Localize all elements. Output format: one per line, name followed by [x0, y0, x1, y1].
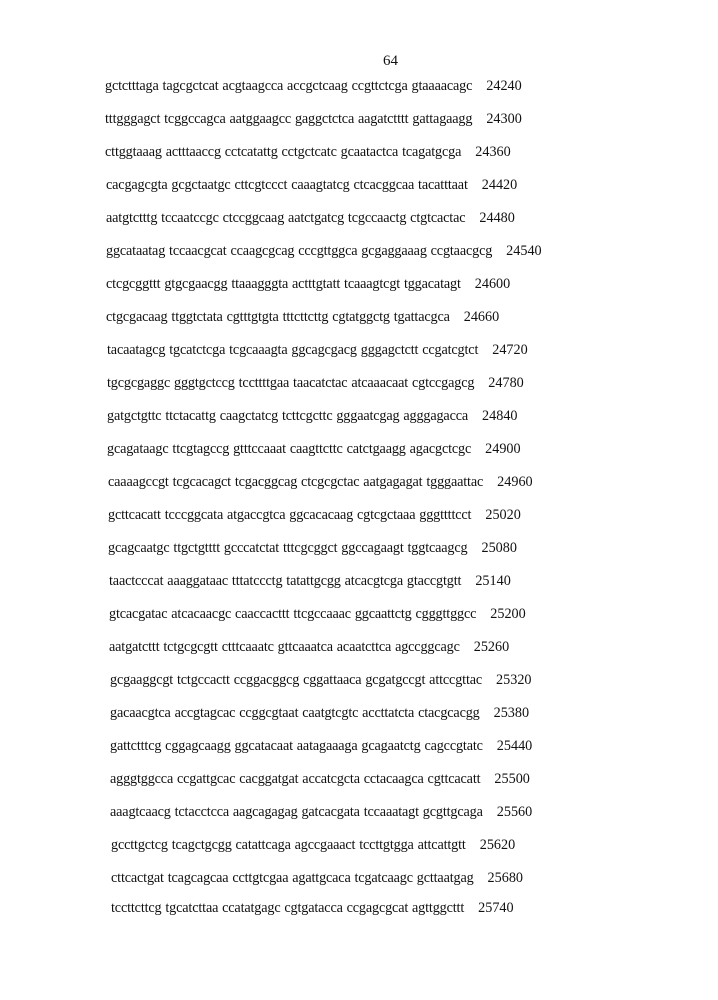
sequence-position: 24300 — [486, 111, 522, 127]
sequence-text: taactcccat aaaggataac tttatccctg tatattgcgg atcacgtcga gtaccgtgtt — [109, 573, 462, 589]
sequence-position: 24840 — [482, 408, 518, 424]
sequence-position: 24360 — [475, 144, 511, 160]
sequence-position: 25080 — [481, 540, 517, 556]
sequence-text: gacaacgtca accgtagcac ccggcgtaat caatgtcgtc accttatcta ctacgcacgg — [110, 705, 480, 721]
sequence-text: gatgctgttc ttctacattg caagctatcg tcttcgcttc gggaatcgag agggagacca — [107, 408, 469, 424]
sequence-line — [111, 836, 515, 854]
sequence-position: 24660 — [463, 309, 500, 325]
sequence-position: 24720 — [492, 342, 528, 358]
sequence-line — [107, 374, 524, 392]
sequence-text: gattctttcg cggagcaagg ggcatacaat aatagaaaga gcagaatctg cagccgtatc — [110, 738, 483, 754]
sequence-line — [106, 308, 499, 326]
sequence-text: gcagataagc ttcgtagccg gtttccaaat caagttcttc catctgaagg agacgctcgc — [107, 441, 472, 457]
sequence-text: tttgggagct tcggccagca aatggaagcc gaggctctca aagatctttt gattagaagg — [105, 111, 473, 127]
sequence-line — [105, 77, 522, 95]
sequence-line — [109, 572, 511, 590]
sequence-text: aatgatcttt tctgcgcgtt ctttcaaatc gttcaaatca acaatcttca agccggcagc — [109, 639, 460, 655]
sequence-position: 25500 — [494, 771, 530, 787]
sequence-position: 24240 — [486, 78, 522, 94]
sequence-position: 24600 — [474, 276, 511, 292]
sequence-line — [107, 341, 528, 359]
sequence-position: 24900 — [485, 441, 521, 457]
sequence-position: 25440 — [496, 738, 533, 754]
sequence-line — [105, 110, 522, 128]
sequence-position: 25620 — [479, 837, 516, 853]
sequence-text: ctcgcggttt gtgcgaacgg ttaaagggta actttgtatt tcaaagtcgt tggacatagt — [106, 276, 461, 292]
sequence-line — [109, 605, 526, 623]
sequence-line — [110, 770, 530, 788]
sequence-text: caaaagccgt tcgcacagct tcgacggcag ctcgcgctac aatgagagat tgggaattac — [108, 474, 484, 490]
sequence-line — [108, 506, 521, 524]
sequence-line — [110, 803, 532, 821]
sequence-text: gtcacgatac atcacaacgc caaccacttt ttcgccaaac ggcaattctg cgggttggcc — [109, 606, 477, 622]
sequence-line — [106, 275, 510, 293]
sequence-position: 24540 — [506, 243, 542, 259]
sequence-text: tgcgcgaggc gggtgctccg tccttttgaa taacatctac atcaaacaat cgtccgagcg — [107, 375, 475, 391]
sequence-line — [108, 539, 517, 557]
sequence-position: 25140 — [475, 573, 511, 589]
sequence-text: aaagtcaacg tctacctcca aagcagagag gatcacgata tccaaatagt gcgttgcaga — [110, 804, 483, 820]
sequence-position: 25560 — [496, 804, 533, 820]
sequence-text: aatgtctttg tccaatccgc ctccggcaag aatctgatcg tcgccaactg ctgtcactac — [106, 210, 466, 226]
sequence-text: gcttcacatt tcccggcata atgaccgtca ggcacacaag cgtcgctaaa gggttttcct — [108, 507, 472, 523]
sequence-text: ctgcgacaag ttggtctata cgtttgtgta tttcttcttg cgtatggctg tgattacgca — [106, 309, 450, 325]
sequence-line — [105, 143, 511, 161]
sequence-line — [111, 869, 523, 887]
sequence-line — [111, 899, 514, 917]
sequence-line — [106, 209, 515, 227]
sequence-line — [110, 704, 529, 722]
page-number: 64 — [383, 53, 398, 69]
sequence-line — [106, 242, 542, 260]
sequence-text: tccttcttcg tgcatcttaa ccatatgagc cgtgatacca ccgagcgcat agttggcttt — [111, 900, 465, 916]
sequence-position: 25740 — [478, 900, 514, 916]
sequence-position: 25200 — [490, 606, 526, 622]
sequence-line — [109, 638, 509, 656]
sequence-line — [110, 737, 532, 755]
sequence-text: tacaatagcg tgcatctcga tcgcaaagta ggcagcgacg gggagctctt ccgatcgtct — [107, 342, 479, 358]
sequence-line — [107, 407, 518, 425]
sequence-position: 24480 — [479, 210, 515, 226]
sequence-position: 25020 — [485, 507, 521, 523]
sequence-line — [106, 176, 517, 194]
sequence-text: gctctttaga tagcgctcat acgtaagcca accgctcaag ccgttctcga gtaaaacagc — [105, 78, 473, 94]
sequence-position: 25680 — [487, 870, 524, 886]
sequence-line — [110, 671, 532, 689]
sequence-position: 24780 — [488, 375, 524, 391]
sequence-text: gccttgctcg tcagctgcgg catattcaga agccgaaact tccttgtgga attcattgtt — [111, 837, 466, 853]
sequence-position: 25320 — [496, 672, 532, 688]
sequence-text: ggcataatag tccaacgcat ccaagcgcag cccgttggca gcgaggaaag ccgtaacgcg — [106, 243, 493, 259]
sequence-text: cttggtaaag actttaaccg cctcatattg cctgctcatc gcaatactca tcagatgcga — [105, 144, 462, 160]
sequence-text: gcgaaggcgt tctgccactt ccggacggcg cggattaaca gcgatgccgt attccgttac — [110, 672, 483, 688]
sequence-text: agggtggcca ccgattgcac cacggatgat accatcgcta cctacaagca cgttcacatt — [110, 771, 481, 787]
sequence-line — [107, 440, 521, 458]
sequence-line — [108, 473, 533, 491]
sequence-text: cttcactgat tcagcagcaa ccttgtcgaa agattgcaca tcgatcaagc gcttaatgag — [111, 870, 474, 886]
sequence-text: gcagcaatgc ttgctgtttt gcccatctat tttcgcggct ggccagaagt tggtcaagcg — [108, 540, 468, 556]
sequence-position: 24420 — [481, 177, 518, 193]
sequence-position: 24960 — [497, 474, 533, 490]
sequence-text: cacgagcgta gcgctaatgc cttcgtccct caaagtatcg ctcacggcaa tacatttaat — [106, 177, 468, 193]
sequence-position: 25260 — [473, 639, 510, 655]
sequence-position: 25380 — [493, 705, 530, 721]
